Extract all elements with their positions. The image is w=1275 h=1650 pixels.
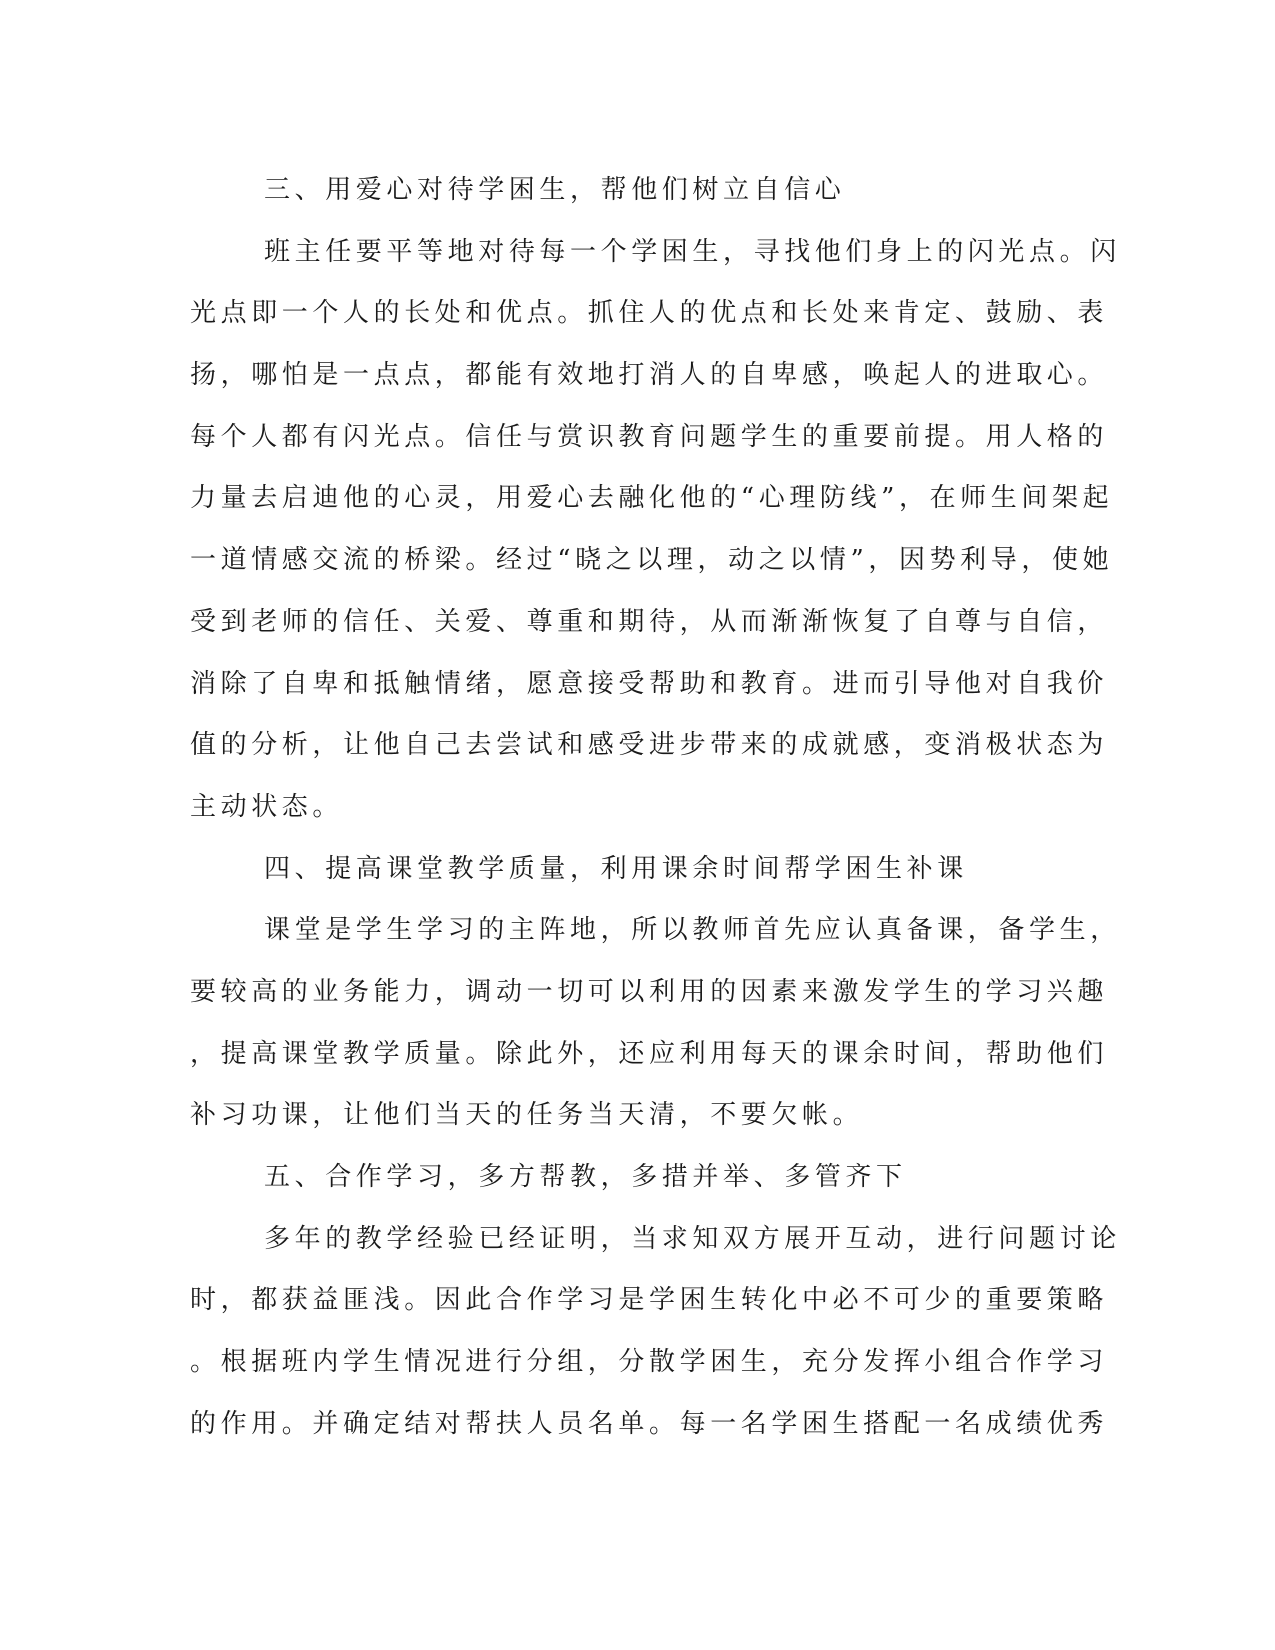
paragraph-line: 的作用。并确定结对帮扶人员名单。每一名学困生搭配一名成绩优秀 [190, 1408, 1109, 1439]
paragraph-line: ，提高课堂教学质量。除此外，还应利用每天的课余时间，帮助他们 [190, 1038, 1109, 1069]
paragraph-line: 光点即一个人的长处和优点。抓住人的优点和长处来肯定、鼓励、表 [190, 298, 1109, 329]
paragraph-line: 受到老师的信任、关爱、尊重和期待，从而渐渐恢复了自尊与自信， [190, 606, 1109, 637]
heading-section-3: 三、用爱心对待学困生，帮他们树立自信心 [264, 175, 846, 205]
document-body [190, 160, 1121, 1455]
paragraph-line: 多年的教学经验已经证明，当求知双方展开互动，进行问题讨论 [264, 1223, 1121, 1254]
paragraph-line: 补习功课，让他们当天的任务当天清，不要欠帐。 [190, 1100, 864, 1131]
heading-section-4: 四、提高课堂教学质量，利用课余时间帮学困生补课 [264, 853, 968, 884]
paragraph-line: 课堂是学生学习的主阵地，所以教师首先应认真备课，备学生， [264, 915, 1121, 946]
paragraph-line: 。根据班内学生情况进行分组，分散学困生，充分发挥小组合作学习 [190, 1347, 1109, 1378]
paragraph-line: 值的分析，让他自己去尝试和感受进步带来的成就感，变消极状态为 [190, 730, 1109, 761]
paragraph-line: 要较高的业务能力，调动一切可以利用的因素来激发学生的学习兴趣 [190, 976, 1109, 1007]
paragraph-line: 每个人都有闪光点。信任与赏识教育问题学生的重要前提。用人格的 [190, 421, 1109, 452]
paragraph-line: 扬，哪怕是一点点，都能有效地打消人的自卑感，唤起人的进取心。 [190, 360, 1109, 391]
paragraph-line: 主动状态。 [190, 791, 344, 822]
paragraph-line: 力量去启迪他的心灵，用爱心去融化他的“心理防线”，在师生间架起 [190, 483, 1114, 514]
paragraph-line: 时，都获益匪浅。因此合作学习是学困生转化中必不可少的重要策略 [190, 1285, 1109, 1316]
paragraph-line: 消除了自卑和抵触情绪，愿意接受帮助和教育。进而引导他对自我价 [190, 668, 1109, 699]
paragraph-line: 一道情感交流的桥梁。经过“晓之以理，动之以情”，因势利导，使她 [190, 545, 1114, 576]
paragraph-line: 班主任要平等地对待每一个学困生，寻找他们身上的闪光点。闪 [264, 236, 1121, 267]
heading-section-5: 五、合作学习，多方帮教，多措并举、多管齐下 [264, 1162, 907, 1192]
